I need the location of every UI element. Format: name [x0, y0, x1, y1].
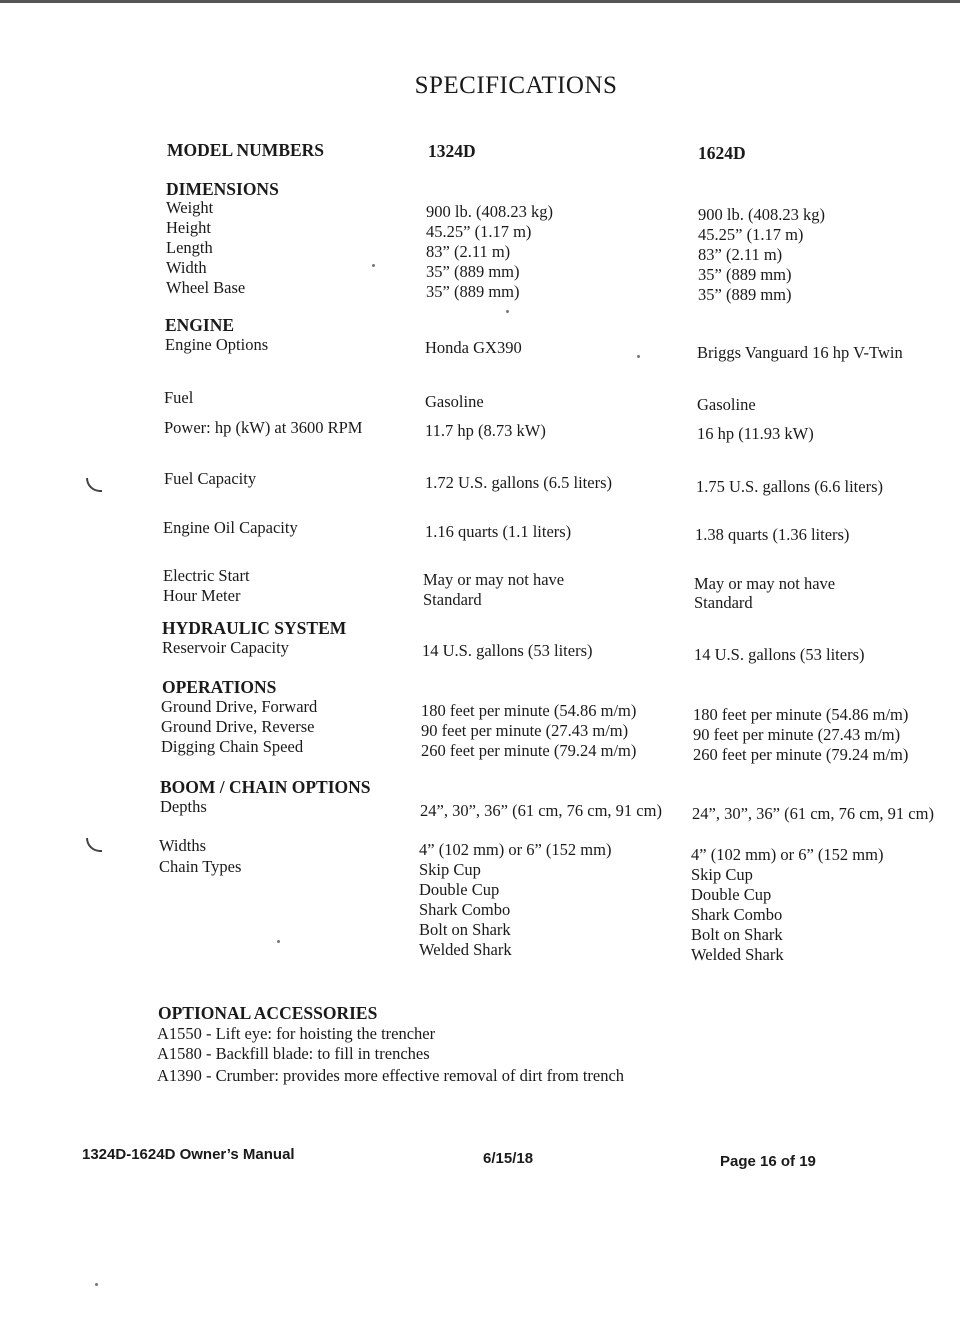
dim-value: 900 lb. (408.23 kg) [698, 205, 825, 224]
engine-options-1324d: Honda GX390 [425, 338, 522, 357]
dim-value: 900 lb. (408.23 kg) [426, 202, 553, 221]
boom-col2 [691, 845, 883, 965]
fuel-label: Fuel [164, 388, 194, 407]
hydraulic-heading: HYDRAULIC SYSTEM [162, 618, 347, 638]
op-value: 90 feet per minute (27.43 m/m) [693, 725, 901, 744]
scan-edge [0, 0, 960, 3]
engine-oil-label: Engine Oil Capacity [163, 518, 298, 537]
fuel-capacity-label: Fuel Capacity [164, 469, 257, 488]
power-label: Power: hp (kW) at 3600 RPM [164, 418, 363, 437]
electric-start-1324d: May or may not have [423, 570, 565, 589]
scan-speck [95, 1283, 98, 1286]
footer-manual-title: 1324D-1624D Owner’s Manual [82, 1146, 295, 1163]
scan-speck [506, 310, 509, 313]
accessories-list [157, 1024, 624, 1086]
punch-mark [86, 838, 102, 852]
engine-heading: ENGINE [165, 315, 235, 335]
reservoir-1324d: 14 U.S. gallons (53 liters) [422, 641, 593, 660]
op-value: 180 feet per minute (54.86 m/m) [421, 701, 637, 720]
punch-mark [86, 478, 102, 492]
boom-value: Shark Combo [691, 905, 783, 924]
depths-1624d: 24”, 30”, 36” (61 cm, 76 cm, 91 cm) [692, 804, 934, 823]
dim-value: 35” (889 mm) [426, 282, 520, 301]
scan-speck [277, 940, 280, 943]
electric-start-label: Electric Start [163, 566, 250, 585]
boom-value: 4” (102 mm) or 6” (152 mm) [691, 845, 884, 864]
dim-value: 35” (889 mm) [426, 262, 520, 281]
accessories-heading: OPTIONAL ACCESSORIES [158, 1003, 378, 1023]
dim-label: Height [166, 218, 211, 237]
boom-value: Welded Shark [419, 940, 512, 959]
footer-page-number: Page 16 of 19 [720, 1153, 816, 1170]
boom-value: Shark Combo [419, 900, 511, 919]
dim-value: 83” (2.11 m) [698, 245, 783, 264]
widths-label: Widths [159, 836, 207, 855]
op-label: Digging Chain Speed [161, 737, 304, 756]
engine-options-1624d: Briggs Vanguard 16 hp V-Twin [697, 343, 903, 362]
engine-options-label: Engine Options [165, 335, 269, 354]
model-1624d-header: 1624D [698, 143, 746, 163]
dim-label: Weight [166, 198, 214, 217]
boom-value: Skip Cup [419, 860, 481, 879]
op-value: 180 feet per minute (54.86 m/m) [693, 705, 909, 724]
operations-col2 [693, 705, 908, 765]
electric-start-1624d: May or may not have [694, 574, 836, 593]
dimensions-col1 [426, 202, 553, 302]
reservoir-1624d: 14 U.S. gallons (53 liters) [694, 645, 865, 664]
model-1324d-header: 1324D [428, 141, 476, 161]
operations-labels [161, 697, 317, 757]
engine-oil-1324d: 1.16 quarts (1.1 liters) [425, 522, 572, 541]
boom-value: Skip Cup [691, 865, 753, 884]
op-label: Ground Drive, Reverse [161, 717, 315, 736]
fuel-1624d: Gasoline [697, 395, 756, 414]
dim-value: 83” (2.11 m) [426, 242, 511, 261]
boom-value: Bolt on Shark [691, 925, 783, 944]
op-value: 260 feet per minute (79.24 m/m) [421, 741, 637, 760]
hour-meter-1624d: Standard [694, 593, 753, 612]
operations-col1 [421, 701, 636, 761]
boom-value: Double Cup [691, 885, 772, 904]
chain-types-label: Chain Types [159, 857, 242, 876]
operations-heading: OPERATIONS [162, 677, 277, 697]
dim-label: Wheel Base [166, 278, 246, 297]
fuel-capacity-1324d: 1.72 U.S. gallons (6.5 liters) [425, 473, 612, 492]
dimensions-heading: DIMENSIONS [166, 179, 279, 199]
depths-label: Depths [160, 797, 207, 816]
boom-heading: BOOM / CHAIN OPTIONS [160, 777, 371, 797]
footer-date: 6/15/18 [483, 1150, 534, 1167]
op-value: 90 feet per minute (27.43 m/m) [421, 721, 629, 740]
dim-label: Length [166, 238, 213, 257]
op-value: 260 feet per minute (79.24 m/m) [693, 745, 909, 764]
depths-1324d: 24”, 30”, 36” (61 cm, 76 cm, 91 cm) [420, 801, 662, 820]
page-title: SPECIFICATIONS [414, 72, 618, 99]
boom-value: Bolt on Shark [419, 920, 511, 939]
power-1624d: 16 hp (11.93 kW) [697, 424, 814, 443]
boom-value: Welded Shark [691, 945, 784, 964]
dimensions-labels [166, 198, 245, 298]
dimensions-col2 [698, 205, 825, 305]
fuel-capacity-1624d: 1.75 U.S. gallons (6.6 liters) [696, 477, 883, 496]
power-1324d: 11.7 hp (8.73 kW) [425, 421, 546, 440]
reservoir-label: Reservoir Capacity [162, 638, 289, 657]
model-numbers-label: MODEL NUMBERS [167, 140, 325, 160]
boom-value: Double Cup [419, 880, 500, 899]
hour-meter-label: Hour Meter [163, 586, 241, 605]
boom-col1 [419, 840, 611, 960]
dim-value: 35” (889 mm) [698, 285, 792, 304]
dim-value: 45.25” (1.17 m) [698, 225, 804, 244]
dim-label: Width [166, 258, 207, 277]
boom-value: 4” (102 mm) or 6” (152 mm) [419, 840, 612, 859]
dim-value: 35” (889 mm) [698, 265, 792, 284]
fuel-1324d: Gasoline [425, 392, 484, 411]
scan-speck [372, 264, 375, 267]
op-label: Ground Drive, Forward [161, 697, 318, 716]
accessory-item: A1390 - Crumber: provides more effective removal of dirt from trench [157, 1066, 625, 1085]
engine-oil-1624d: 1.38 quarts (1.36 liters) [695, 525, 850, 544]
accessory-item: A1580 - Backfill blade: to fill in trenches [157, 1044, 430, 1063]
hour-meter-1324d: Standard [423, 590, 482, 609]
dim-value: 45.25” (1.17 m) [426, 222, 532, 241]
scan-speck [637, 355, 640, 358]
accessory-item: A1550 - Lift eye: for hoisting the trencher [157, 1024, 436, 1043]
